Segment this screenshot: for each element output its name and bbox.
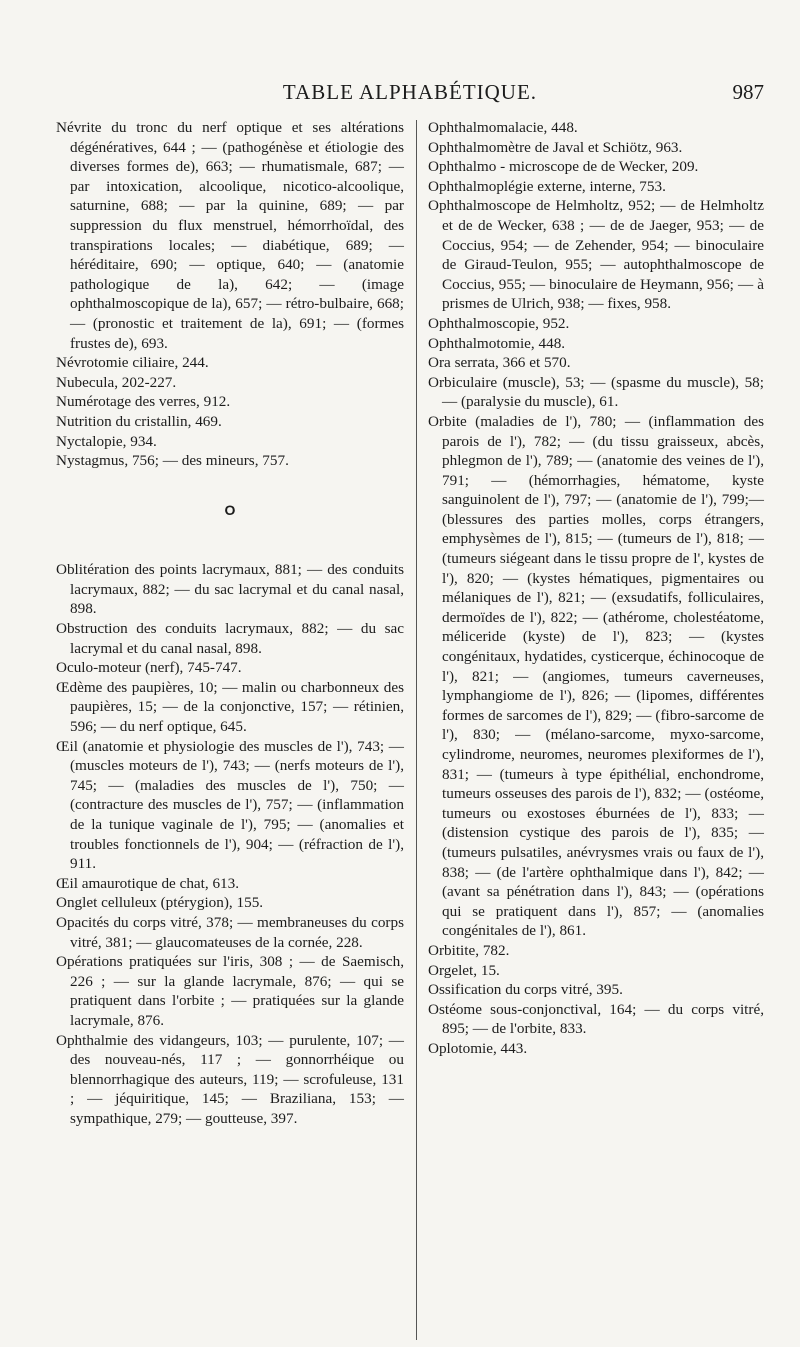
right-entries	[428, 118, 764, 1059]
index-entry: Nystagmus, 756; — des mineurs, 757.	[56, 452, 289, 470]
page-title: TABLE ALPHABÉTIQUE.	[282, 80, 538, 104]
index-entry: Obstruction des conduits lacrymaux, 882; — du sac lacrymal et du canal nasal, 898.	[56, 620, 404, 657]
page-number: 987	[732, 80, 764, 104]
right-column	[428, 118, 764, 1059]
index-entry: Oblitération des points lacrymaux, 881; — des conduits lacrymaux, 882; — du sac lacrymal et du canal nasal, 898.	[56, 561, 404, 618]
index-entry: Œdème des paupières, 10; — malin ou charbonneux des paupières, 15; — de la conjonctive, 157; — rétinien, 596; — du nerf optique, 645.	[56, 678, 404, 736]
section-letter: O	[224, 501, 236, 518]
index-entry: Opérations pratiquées sur l'iris, 308 ; — de Saemisch, 226 ; — sur la glande lacrymale, 876; — qui se pratiquent dans l'orbite ; — pratiquées sur la glande lacrymale, 876.	[56, 953, 404, 1029]
index-entry: Nubecula, 202-227.	[56, 373, 177, 391]
index-entry: Oculo-moteur (nerf), 745-747.	[56, 659, 242, 677]
page-header	[56, 80, 764, 110]
index-entry: Orbiculaire (muscle), 53; — (spasme du muscle), 58; — (paralysie du muscle), 61.	[428, 373, 764, 411]
index-entry: Orbite (maladies de l'), 780; — (inflammation des parois de l'), 782; — (du tissu graisseux, abcès, phlegmon de l'), 789; — (anatomie des veines de l'), 791; — (hémorrhagies, hématome, kyste sanguinolent de l'), 797; — (anatomie de l'), 799;— (blessures des parties molles, corps étrangers, emphysèmes de l'), 815; — (tumeurs de l'), 818; — (tumeurs siégeant dans le tissu propre de l', kystes de l'), 820; — (kystes hématiques, pigmentaires ou mélaniques de l'), 821; — (exsudatifs, folliculaires, dermoïdes de l'), 822; — (athérome, cholestéatome, méliceride (kyste) de l'), 823; — (kystes congénitaux, hydatides, cysticerque, échinocoque de l'), 821; — (angiomes, tumeurs caverneuses, lymphangiome de l'), 826; — (lipomes, différentes formes de sarcomes de l'), 829; — (fibro-sarcome de l'), 830; — (mélano-sarcome, myxo-sarcome, cylindrome, neuromes, neuromes plexiformes de l'), 831; — (tumeurs à type épithélial, enchondrome, tumeurs osseuses des parois de l'), 832; — (ostéome, tumeurs ou exostoses éburnées de l'), 833; — (distension cystique des parois de l'), 835; — (tumeurs pulsatiles, anévrysmes vrais ou faux de l'), 838; — (de l'artère ophthalmique dans l'), 842; — (avant sa pénétration dans l'), 843; — (opérations qui se pratiquent dans l'), 857; — (anomalies congénitales de l'), 861.	[428, 412, 764, 940]
index-entry: Ossification du corps vitré, 395.	[428, 981, 623, 999]
index-entry: Ophthalmomètre de Javal et Schiötz, 963.	[428, 138, 683, 156]
index-entry: Ophthalmoscope de Helmholtz, 952; — de Helmholtz et de de Wecker, 638 ; — de de Jaeger, 953; — de Coccius, 954; — de Zehender, 954; — binoculaire de Giraud-Teulon, 955; — autophthalmoscope de Coccius, 955; — binoculaire de Heymann, 956; — à prismes de Ulrich, 938; — fixes, 958.	[428, 197, 764, 313]
left-entries-after	[56, 560, 404, 1128]
index-entry: Orbitite, 782.	[428, 941, 510, 959]
index-entry: Orgelet, 15.	[428, 961, 500, 979]
index-entry: Oplotomie, 443.	[428, 1039, 528, 1057]
index-entry: Nutrition du cristallin, 469.	[56, 412, 222, 430]
index-entry: Opacités du corps vitré, 378; — membraneuses du corps vitré, 381; — glaucomateuses de la cornée, 228.	[56, 913, 404, 951]
index-entry: Ophthalmotomie, 448.	[428, 334, 566, 352]
index-entry: Ophthalmoplégie externe, interne, 753.	[428, 177, 666, 195]
index-entry: Ophthalmoscopie, 952.	[428, 314, 570, 332]
index-entry: Œil amaurotique de chat, 613.	[56, 874, 240, 892]
index-entry: Onglet celluleux (ptérygion), 155.	[56, 894, 264, 912]
left-entries-before	[56, 118, 404, 471]
index-entry: Névrite du tronc du nerf optique et ses altérations dégénératives, 644 ; — (pathogénèse et étiologie des diverses formes de), 663; — rhumatismale, 687; — par intoxication, alcoolique, nicotico-alcoolique, saturnine, 688; — par la quinine, 689; — par suppression du flux menstruel, hémorrhoïdal, des transpirations locales; — diabétique, 689; — héréditaire, 690; — optique, 640; — (anatomie pathologique de la), 642; — (image ophthalmoscopique de la), 657; — rétro-bulbaire, 668; — (pronostic et traitement de la), 691; — (formes frustes de), 693.	[56, 119, 404, 352]
index-entry: Ostéome sous-conjonctival, 164; — du corps vitré, 895; — de l'orbite, 833.	[428, 1000, 764, 1038]
column-divider	[416, 120, 417, 1340]
index-entry: Ophthalmo - microscope de de Wecker, 209.	[428, 158, 699, 176]
index-entry: Ophthalmomalacie, 448.	[428, 119, 578, 136]
index-entry: Œil (anatomie et physiologie des muscles de l'), 743; — (muscles moteurs de l'), 743; — (nerfs moteurs de l'), 745; — (maladies des muscles de l'), 750; — (contracture des muscles de l'), 757; — (inflammation de la tunique vaginale de l'), 795; — (anomalies et troubles fonctionnels de l'), 904; — (réfraction de l'), 911.	[56, 737, 404, 873]
left-column	[56, 118, 404, 1129]
index-entry: Névrotomie ciliaire, 244.	[56, 354, 209, 372]
index-entry: Nyctalopie, 934.	[56, 432, 157, 450]
index-entry: Numérotage des verres, 912.	[56, 393, 231, 411]
index-entry: Ophthalmie des vidangeurs, 103; — purulente, 107; — des nouveau-nés, 117 ; — gonnorrhéique ou blennorrhagique des auteurs, 119; — scrofuleuse, 131 ; — jéquiritique, 145; — Braziliana, 153; — sympathique, 279; — goutteuse, 397.	[56, 1031, 404, 1127]
index-entry: Ora serrata, 366 et 570.	[428, 354, 571, 372]
